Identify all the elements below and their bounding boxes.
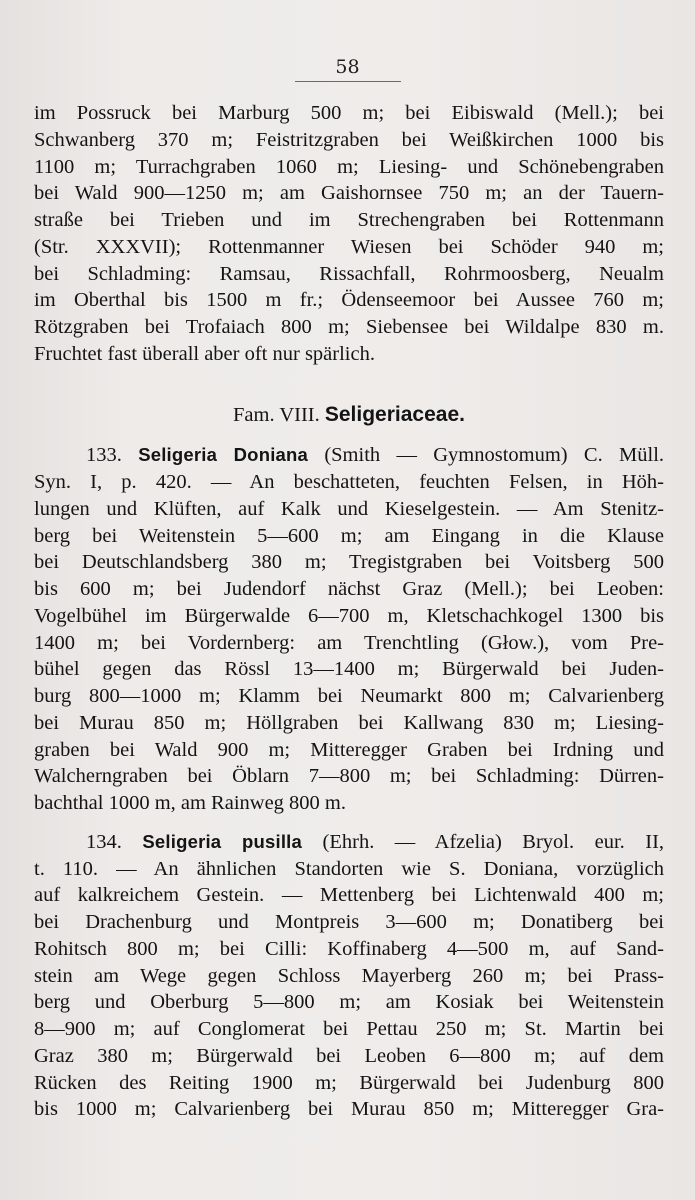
text-line: stein am Wege gegen Schloss Mayerberg 260 m; bei Prass- — [34, 964, 664, 987]
species-133-first-line — [34, 442, 664, 469]
text-line: bei Murau 850 m; Höllgraben bei Kallwang 830 m; Liesing- — [34, 711, 664, 734]
text-line: bühel gegen das Rössl 13—1400 m; Bürgerwald bei Juden- — [34, 658, 664, 681]
species-133-text — [34, 469, 664, 817]
page-number: 58 — [335, 56, 360, 78]
paragraph-continuation — [34, 100, 664, 368]
text-line: Walcherngraben bei Öblarn 7—800 m; bei Schladming: Dürren- — [34, 765, 664, 788]
text-line: bei Wald 900—1250 m; am Gaishornsee 750 m; an der Tauern- — [34, 182, 664, 205]
text-line: 1400 m; bei Vordernberg: am Trenchtling (Głow.), vom Pre- — [34, 631, 664, 654]
text-line: graben bei Wald 900 m; Mitteregger Graben bei Irdning und — [34, 738, 664, 761]
text-line: Schwanberg 370 m; Feistritzgraben bei Weißkirchen 1000 bis — [34, 128, 664, 151]
text-line: straße bei Trieben und im Strechengraben bei Rottenmann — [34, 209, 664, 231]
text-line: Fruchtet fast überall aber oft nur spärlich. — [34, 342, 375, 365]
species-134-authority: (Ehrh. — Afzelia) Bryol. eur. II, — [322, 830, 665, 853]
species-134-name: Seligeria pusilla — [142, 830, 303, 852]
text-line: Rücken des Reiting 1900 m; Bürgerwald bei Judenburg 800 — [34, 1071, 664, 1094]
text-line: berg und Oberburg 5—800 m; am Kosiak bei Weitenstein — [34, 991, 664, 1014]
page-body — [34, 100, 664, 1123]
species-134-text — [34, 856, 664, 1124]
text-line: im Oberthal bis 1500 m fr.; Ödenseemoor bei Aussee 760 m; — [34, 289, 664, 312]
text-line: t. 110. — An ähnlichen Standorten wie S. Doniana, vorzüglich — [34, 857, 664, 880]
text-line: bei Schladming: Ramsau, Rissachfall, Rohrmoosberg, Neualm — [34, 262, 664, 285]
text-line: 8—900 m; auf Conglomerat bei Pettau 250 m; St. Martin bei — [34, 1018, 664, 1040]
text-line: auf kalkreichem Gestein. — Mettenberg bei Lichtenwald 400 m; — [34, 884, 664, 907]
family-heading — [34, 402, 664, 429]
text-line: lungen und Klüften, auf Kalk und Kieselgestein. — Am Stenitz- — [34, 497, 664, 520]
species-133-number: 133. — [86, 444, 122, 467]
text-line: bachthal 1000 m, am Rainweg 800 m. — [34, 792, 346, 814]
entry-gap — [34, 817, 664, 829]
text-line: (Str. XXXVII); Rottenmanner Wiesen bei Schöder 940 m; — [34, 235, 664, 258]
text-line: Rötzgraben bei Trofaiach 800 m; Siebensee bei Wildalpe 830 m. — [34, 316, 664, 338]
text-line: bis 600 m; bei Judendorf nächst Graz (Mell.); bei Leoben: — [34, 578, 664, 600]
text-line: Vogelbühel im Bürgerwalde 6—700 m, Kletschachkogel 1300 bis — [34, 604, 664, 627]
species-134-number: 134. — [86, 830, 122, 853]
species-133-entry — [34, 442, 664, 817]
text-line: bis 1000 m; Calvarienberg bei Murau 850 m; Mitteregger Gra- — [34, 1098, 664, 1121]
text-line: 1100 m; Turrachgraben 1060 m; Liesing- und Schönebengraben — [34, 155, 664, 178]
text-line: berg bei Weitenstein 5—600 m; am Eingang in die Klause — [34, 524, 664, 547]
text-line: Rohitsch 800 m; bei Cilli: Koffinaberg 4—500 m, auf Sand- — [34, 937, 664, 960]
family-name: Seligeriaceae. — [324, 402, 465, 426]
text-line: bei Drachenburg und Montpreis 3—600 m; Donatiberg bei — [34, 911, 664, 933]
text-line: im Possruck bei Marburg 500 m; bei Eibiswald (Mell.); bei — [34, 102, 664, 124]
text-line: bei Deutschlandsberg 380 m; Tregistgraben bei Voitsberg 500 — [34, 551, 664, 574]
page-number-rule — [295, 81, 401, 82]
text-line: burg 800—1000 m; Klamm bei Neumarkt 800 m; Calvarienberg — [34, 685, 664, 707]
text-line: Syn. I, p. 420. — An beschatteten, feuchten Felsen, in Höh- — [34, 471, 664, 493]
species-133-authority: (Smith — Gymnostomum) C. Müll. — [324, 444, 665, 467]
species-134-first-line — [34, 829, 664, 856]
species-134-entry — [34, 829, 664, 1123]
text-line: Graz 380 m; Bürgerwald bei Leoben 6—800 m; auf dem — [34, 1044, 664, 1067]
family-number: Fam. VIII. — [233, 403, 320, 426]
species-133-name: Seligeria Doniana — [138, 444, 309, 466]
